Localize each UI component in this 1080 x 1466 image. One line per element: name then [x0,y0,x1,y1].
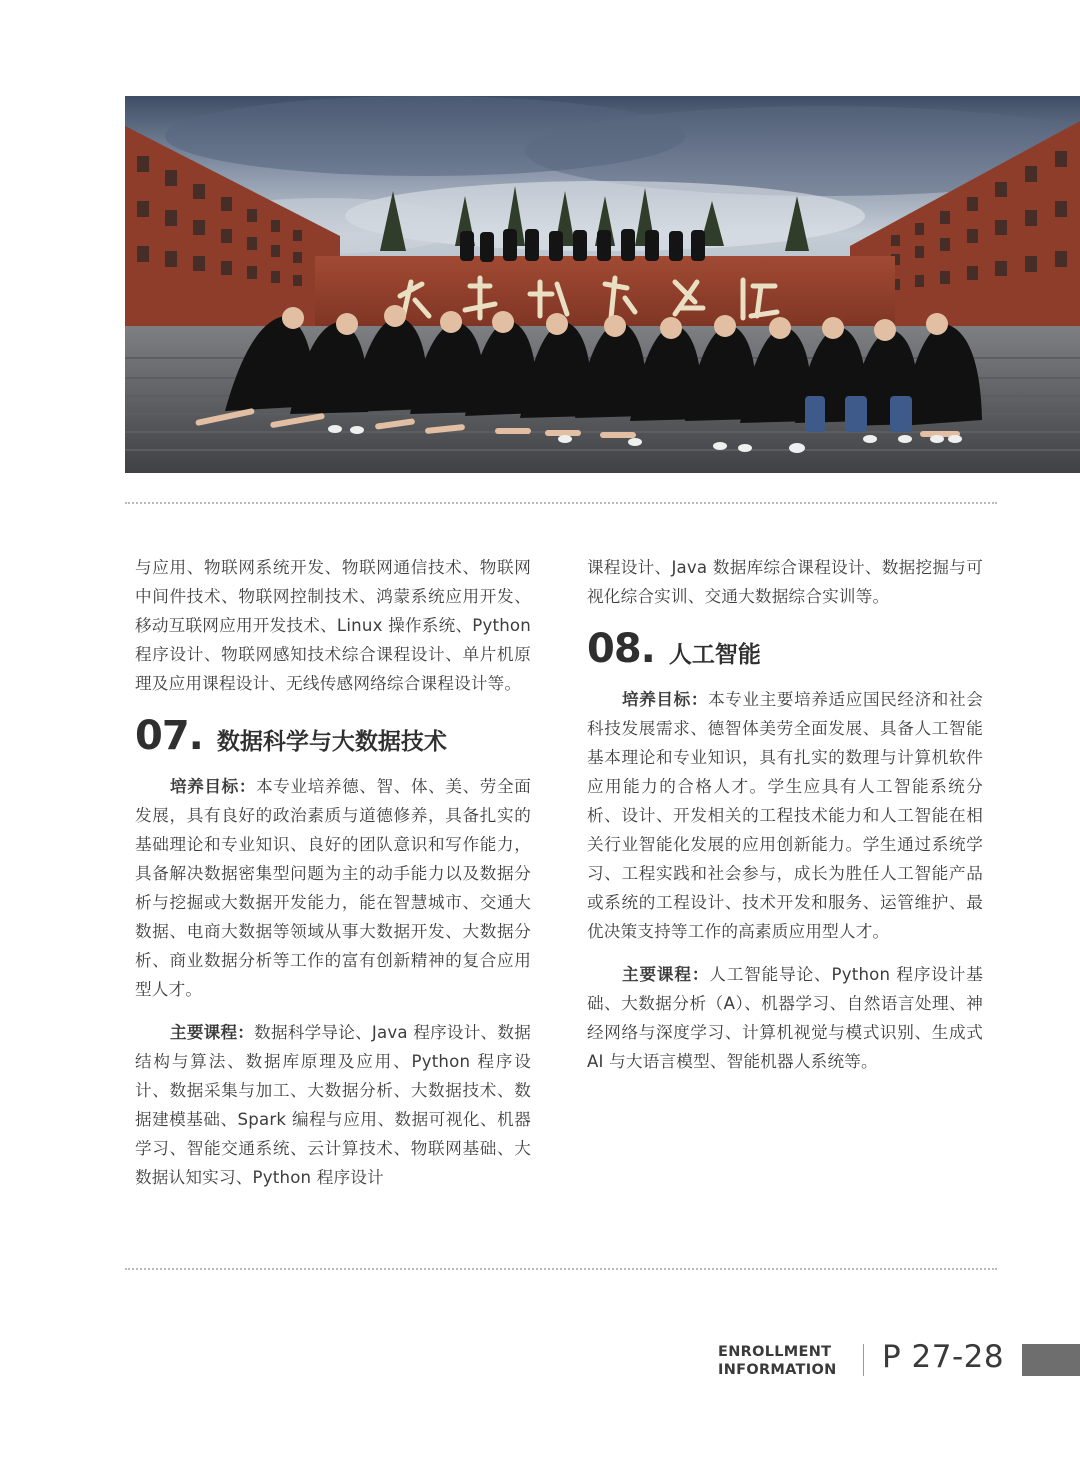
section-07-courses [135,1018,531,1192]
footer-label [718,1343,837,1379]
bottom-dotted-divider [125,1268,997,1270]
section-08-goal [587,685,983,946]
goal-text: 本专业培养德、智、体、美、劳全面发展，具有良好的政治素质与道德修养，具备扎实的基础理论和专业知识、良好的团队意识和写作能力，具备解决数据密集型问题为主的动手能力以及数据分析与挖掘或大数据开发能力，能在智慧城市、交通大数据、电商大数据等领域从事大数据开发、大数据分析、商业数据分析等工作的富有创新精神的复合应用型人才。 [135,777,532,999]
section-08-title: 人工智能 [668,642,761,668]
section-08-courses [587,960,983,1076]
courses-text: 数据科学导论、Java 程序设计、数据结构与算法、数据库原理及应用、Python 程序设计、数据采集与加工、大数据分析、大数据技术、数据建模基础、Spark 编程与应用、数据可视化、机器学习、智能交通系统、云计算技术、物联网基础、大数据认知实习、Python 程序设计 [135,1023,531,1187]
section-07-heading [135,712,531,760]
footer-accent-bar [1022,1344,1080,1376]
footer-separator [863,1344,864,1376]
footer-label-line2: INFORMATION [718,1362,837,1378]
left-column [135,553,531,1192]
courses-label: 主要课程： [622,965,710,984]
courses-text: 人工智能导论、Python 程序设计基础、大数据分析（A）、机器学习、自然语言处理、神经网络与深度学习、计算机视觉与模式识别、生成式 AI 与大语言模型、智能机器人系统等。 [587,965,984,1071]
footer-label-line1: ENROLLMENT [718,1344,832,1360]
courses-label: 主要课程： [170,1023,255,1042]
section-08-heading [587,625,983,673]
section-08-number: 08. [587,626,655,672]
right-column [587,553,983,1076]
section-07-title: 数据科学与大数据技术 [216,729,447,755]
section-07-courses-continued: 课程设计、Java 数据库综合课程设计、数据挖掘与可视化综合实训、交通大数据综合实训等。 [587,558,983,606]
goal-label: 培养目标： [622,690,709,709]
campus-graduation-photo [125,96,1080,473]
section-07-number: 07. [135,713,203,759]
page-number: P 27-28 [882,1339,1005,1375]
section-07-goal [135,772,531,1004]
goal-text: 本专业主要培养适应国民经济和社会科技发展需求、德智体美劳全面发展、具备人工智能基本理论和专业知识，具有扎实的数理与计算机软件应用能力的合格人才。学生应具有人工智能系统分析、设计、开发相关的工程技术能力和人工智能在相关行业智能化发展的应用创新能力。学生通过系统学习、工程实践和社会参与，成长为胜任人工智能产品或系统的工程设计、技术开发和服务、运管维护、最优决策支持等工作的高素质应用型人才。 [587,690,984,941]
goal-label: 培养目标： [170,777,257,796]
top-dotted-divider [125,502,997,504]
section-06-courses-continued: 与应用、物联网系统开发、物联网通信技术、物联网中间件技术、物联网控制技术、鸿蒙系统应用开发、移动互联网应用开发技术、Linux 操作系统、Python 程序设计、物联网感知技术综合课程设计、单片机原理及应用课程设计、无线传感网络综合课程设计等。 [135,558,531,693]
photo-illustration [125,96,1080,473]
